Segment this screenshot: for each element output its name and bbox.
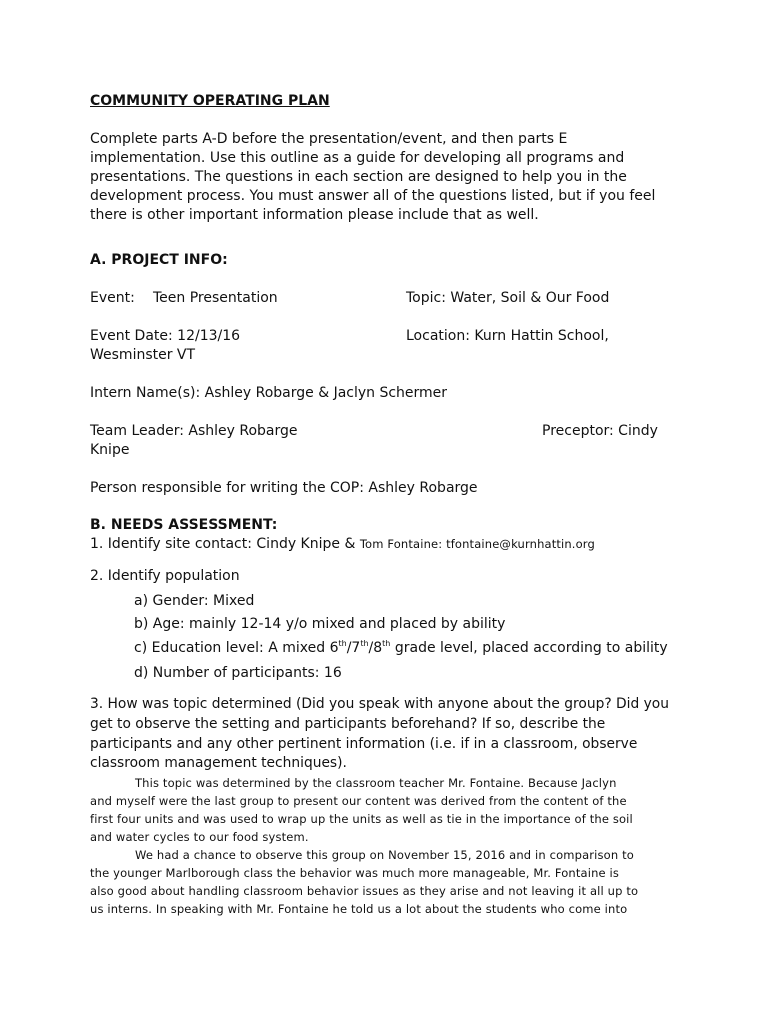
education-text-d: grade level, placed according to ability bbox=[390, 640, 668, 656]
ordinal-suffix: th bbox=[360, 639, 369, 648]
document-title: COMMUNITY OPERATING PLAN bbox=[90, 93, 330, 109]
population-count: d) Number of participants: 16 bbox=[134, 665, 342, 681]
population-age: b) Age: mainly 12-14 y/o mixed and placed by ability bbox=[134, 616, 506, 632]
site-contact-item bbox=[90, 535, 595, 554]
topic-question-line-3: participants and any other pertinent information (i.e. if in a classroom, observe bbox=[90, 736, 638, 752]
answer-line-3: first four units and was used to wrap up the units as well as tie in the importance of the soil bbox=[90, 812, 633, 826]
population-education bbox=[134, 639, 668, 658]
preceptor-field: Preceptor: Cindy bbox=[542, 423, 658, 439]
event-date-field: Event Date: 12/13/16 bbox=[90, 328, 241, 344]
answer-line-6: the younger Marlborough class the behavior was much more manageable, Mr. Fontaine is bbox=[90, 866, 620, 880]
topic-question-line-1: 3. How was topic determined (Did you speak with anyone about the group? Did you bbox=[90, 696, 669, 712]
population-gender: a) Gender: Mixed bbox=[134, 593, 255, 609]
preceptor-continued: Knipe bbox=[90, 442, 130, 458]
answer-line-8: us interns. In speaking with Mr. Fontaine he told us a lot about the students who come into bbox=[90, 902, 628, 916]
event-label: Event: bbox=[90, 290, 135, 306]
answer-line-7: also good about handling classroom behavior issues as they arise and not leaving it all up to bbox=[90, 884, 639, 898]
section-b-heading: B. NEEDS ASSESSMENT: bbox=[90, 517, 278, 533]
education-text-a: c) Education level: A mixed 6 bbox=[134, 640, 339, 656]
site-contact-email: Tom Fontaine: tfontaine@kurnhattin.org bbox=[359, 537, 595, 551]
answer-line-5: We had a chance to observe this group on November 15, 2016 and in comparison to bbox=[135, 848, 634, 862]
event-value: Teen Presentation bbox=[153, 290, 278, 306]
answer-line-1: This topic was determined by the classroom teacher Mr. Fontaine. Because Jaclyn bbox=[135, 776, 617, 790]
ordinal-suffix: th bbox=[338, 639, 347, 648]
topic-question-line-4: classroom management techniques). bbox=[90, 755, 347, 771]
section-a-heading: A. PROJECT INFO: bbox=[90, 252, 228, 268]
ordinal-suffix: th bbox=[382, 639, 391, 648]
answer-line-2: and myself were the last group to present our content was derived from the content of the bbox=[90, 794, 627, 808]
education-text-c: /8 bbox=[368, 640, 383, 656]
intro-line-3: presentations. The questions in each section are designed to help you in the bbox=[90, 169, 627, 185]
topic-question-line-2: get to observe the setting and participants beforehand? If so, describe the bbox=[90, 716, 606, 732]
education-text-b: /7 bbox=[346, 640, 361, 656]
intro-line-2: implementation. Use this outline as a guide for developing all programs and bbox=[90, 150, 625, 166]
location-field: Location: Kurn Hattin School, bbox=[406, 328, 609, 344]
intern-names-field: Intern Name(s): Ashley Robarge & Jaclyn Schermer bbox=[90, 385, 448, 401]
location-continued: Wesminster VT bbox=[90, 347, 196, 363]
population-question: 2. Identify population bbox=[90, 568, 240, 584]
topic-field: Topic: Water, Soil & Our Food bbox=[406, 290, 610, 306]
site-contact-label: 1. Identify site contact: Cindy Knipe & bbox=[90, 536, 356, 552]
intro-line-4: development process. You must answer all of the questions listed, but if you feel bbox=[90, 188, 656, 204]
answer-line-4: and water cycles to our food system. bbox=[90, 830, 309, 844]
cop-writer-field: Person responsible for writing the COP: Ashley Robarge bbox=[90, 480, 478, 496]
intro-line-1: Complete parts A-D before the presentation/event, and then parts E bbox=[90, 131, 568, 147]
intro-line-5: there is other important information please include that as well. bbox=[90, 207, 539, 223]
team-leader-field: Team Leader: Ashley Robarge bbox=[90, 423, 298, 439]
